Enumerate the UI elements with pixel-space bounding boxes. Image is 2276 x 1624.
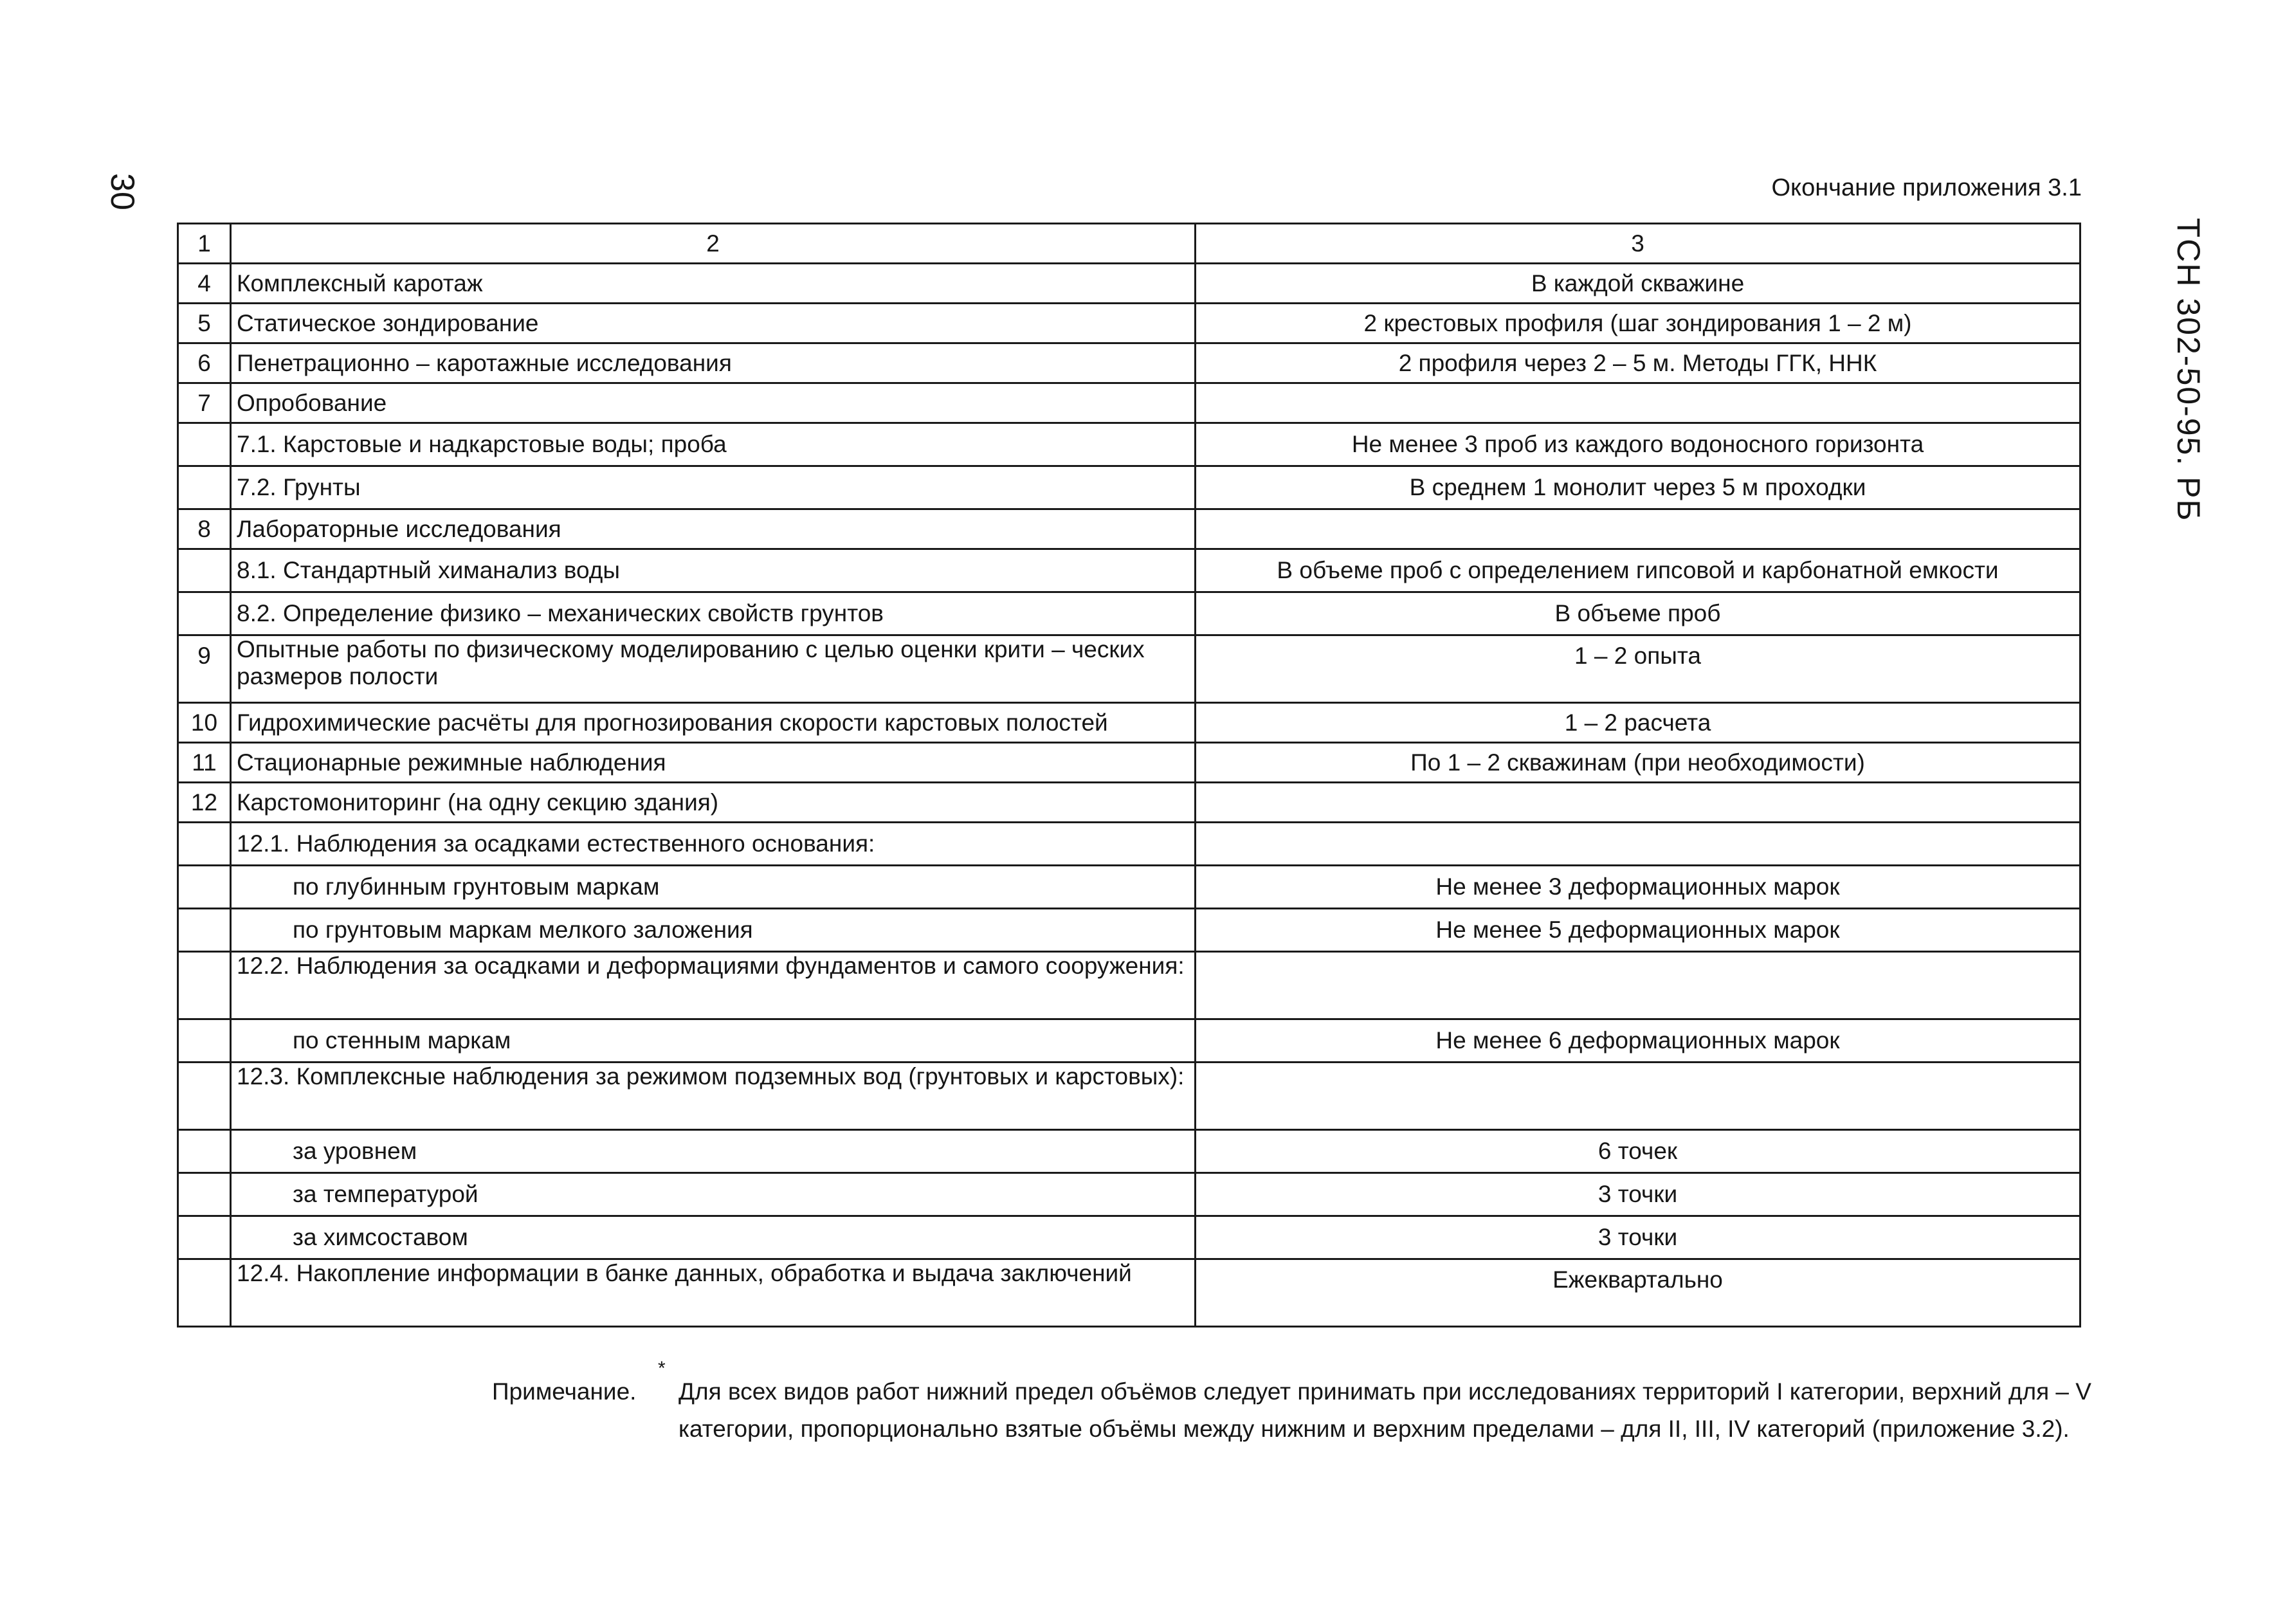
note-marker: * — [658, 1358, 666, 1379]
table-row — [178, 909, 2080, 952]
row-number — [178, 909, 231, 952]
row-number — [178, 1259, 231, 1327]
work-volume: 1 – 2 расчета — [1196, 703, 2080, 743]
table-row — [178, 952, 2080, 1019]
row-number: 11 — [178, 743, 231, 783]
work-type: по глубинным грунтовым маркам — [231, 866, 1196, 909]
appendix-caption: Окончание приложения 3.1 — [1771, 174, 2082, 201]
table-row — [178, 592, 2080, 635]
row-number — [178, 1130, 231, 1173]
row-number — [178, 1216, 231, 1259]
work-type: 12.1. Наблюдения за осадками естественного основания: — [231, 823, 1196, 866]
work-type: по стенным маркам — [231, 1019, 1196, 1063]
table-row — [178, 823, 2080, 866]
work-volume: 3 точки — [1196, 1173, 2080, 1216]
footnote — [492, 1358, 2113, 1448]
table-row — [178, 866, 2080, 909]
work-volume: Не менее 6 деформационных марок — [1196, 1019, 2080, 1063]
table-row — [178, 423, 2080, 466]
row-number — [178, 1063, 231, 1130]
table-row — [178, 1130, 2080, 1173]
work-type: 7.1. Карстовые и надкарстовые воды; проба — [231, 423, 1196, 466]
work-type: Гидрохимические расчёты для прогнозирования скорости карстовых полостей — [231, 703, 1196, 743]
document-code: ТСН 302-50-95. РБ — [2171, 217, 2207, 522]
table-row — [178, 703, 2080, 743]
work-volume: Не менее 5 деформационных марок — [1196, 909, 2080, 952]
work-volume — [1196, 783, 2080, 823]
work-volume: 1 – 2 опыта — [1196, 635, 2080, 703]
row-number — [178, 592, 231, 635]
table-row — [178, 1019, 2080, 1063]
work-type: 12.4. Накопление информации в банке данных, обработка и выдача заключений — [231, 1259, 1196, 1327]
work-volume: 2 крестовых профиля (шаг зондирования 1 – 2 м) — [1196, 304, 2080, 343]
row-number — [178, 423, 231, 466]
row-number — [178, 466, 231, 509]
table-row — [178, 1173, 2080, 1216]
table-row — [178, 343, 2080, 383]
row-number: 5 — [178, 304, 231, 343]
table-row — [178, 1063, 2080, 1130]
row-number: 8 — [178, 509, 231, 549]
work-volume: 3 точки — [1196, 1216, 2080, 1259]
work-volume: В среднем 1 монолит через 5 м проходки — [1196, 466, 2080, 509]
row-number: 9 — [178, 635, 231, 703]
note-label: Примечание. — [492, 1378, 637, 1405]
work-type: Карстомониторинг (на одну секцию здания) — [231, 783, 1196, 823]
note-text: Для всех видов работ нижний предел объёмов следует принимать при исследованиях территорий I категории, верхний для – V категории, пропорционально взятые объёмы между нижним и верхним пределами – для II, III, IV категорий (приложение 3.2). — [678, 1378, 2091, 1442]
table-row — [178, 549, 2080, 592]
row-number — [178, 952, 231, 1019]
work-type: Стационарные режимные наблюдения — [231, 743, 1196, 783]
work-type: Лабораторные исследования — [231, 509, 1196, 549]
work-volume: В объеме проб — [1196, 592, 2080, 635]
work-volume — [1196, 952, 2080, 1019]
work-type: за химсоставом — [231, 1216, 1196, 1259]
work-volume: 2 профиля через 2 – 5 м. Методы ГГК, ННК — [1196, 343, 2080, 383]
table-row — [178, 509, 2080, 549]
work-volume — [1196, 509, 2080, 549]
work-type: Статическое зондирование — [231, 304, 1196, 343]
row-number: 7 — [178, 383, 231, 423]
work-type: по грунтовым маркам мелкого заложения — [231, 909, 1196, 952]
work-volume — [1196, 823, 2080, 866]
row-number: 10 — [178, 703, 231, 743]
work-type: Пенетрационно – каротажные исследования — [231, 343, 1196, 383]
table-row — [178, 1259, 2080, 1327]
work-type: Комплексный каротаж — [231, 264, 1196, 304]
work-volume — [1196, 383, 2080, 423]
work-type: Опробование — [231, 383, 1196, 423]
work-volume: По 1 – 2 скважинам (при необходимости) — [1196, 743, 2080, 783]
header-cell: 3 — [1196, 224, 2080, 264]
work-volume — [1196, 1063, 2080, 1130]
work-volume: Не менее 3 деформационных марок — [1196, 866, 2080, 909]
table-row — [178, 743, 2080, 783]
work-volume: Ежеквартально — [1196, 1259, 2080, 1327]
table-row — [178, 466, 2080, 509]
row-number: 4 — [178, 264, 231, 304]
header-cell: 1 — [178, 224, 231, 264]
header-cell: 2 — [231, 224, 1196, 264]
row-number: 6 — [178, 343, 231, 383]
row-number — [178, 1019, 231, 1063]
works-table — [177, 223, 2081, 1327]
work-type: 12.3. Комплексные наблюдения за режимом подземных вод (грунтовых и карстовых): — [231, 1063, 1196, 1130]
work-type: 8.1. Стандартный химанализ воды — [231, 549, 1196, 592]
table-row — [178, 635, 2080, 703]
work-type: 7.2. Грунты — [231, 466, 1196, 509]
work-type: 8.2. Определение физико – механических свойств грунтов — [231, 592, 1196, 635]
work-type: за температурой — [231, 1173, 1196, 1216]
work-volume: Не менее 3 проб из каждого водоносного горизонта — [1196, 423, 2080, 466]
table-row — [178, 1216, 2080, 1259]
work-volume: В объеме проб с определением гипсовой и карбонатной емкости — [1196, 549, 2080, 592]
row-number — [178, 866, 231, 909]
table-row — [178, 383, 2080, 423]
work-volume: 6 точек — [1196, 1130, 2080, 1173]
row-number: 12 — [178, 783, 231, 823]
table-row — [178, 264, 2080, 304]
row-number — [178, 549, 231, 592]
row-number — [178, 823, 231, 866]
table-row — [178, 304, 2080, 343]
work-type: Опытные работы по физическому моделированию с целью оценки крити – ческих размеров полости — [231, 635, 1196, 703]
row-number — [178, 1173, 231, 1216]
work-type: за уровнем — [231, 1130, 1196, 1173]
work-type: 12.2. Наблюдения за осадками и деформациями фундаментов и самого сооружения: — [231, 952, 1196, 1019]
table-header-row — [178, 224, 2080, 264]
work-volume: В каждой скважине — [1196, 264, 2080, 304]
table-row — [178, 783, 2080, 823]
page-number: 30 — [104, 173, 141, 210]
